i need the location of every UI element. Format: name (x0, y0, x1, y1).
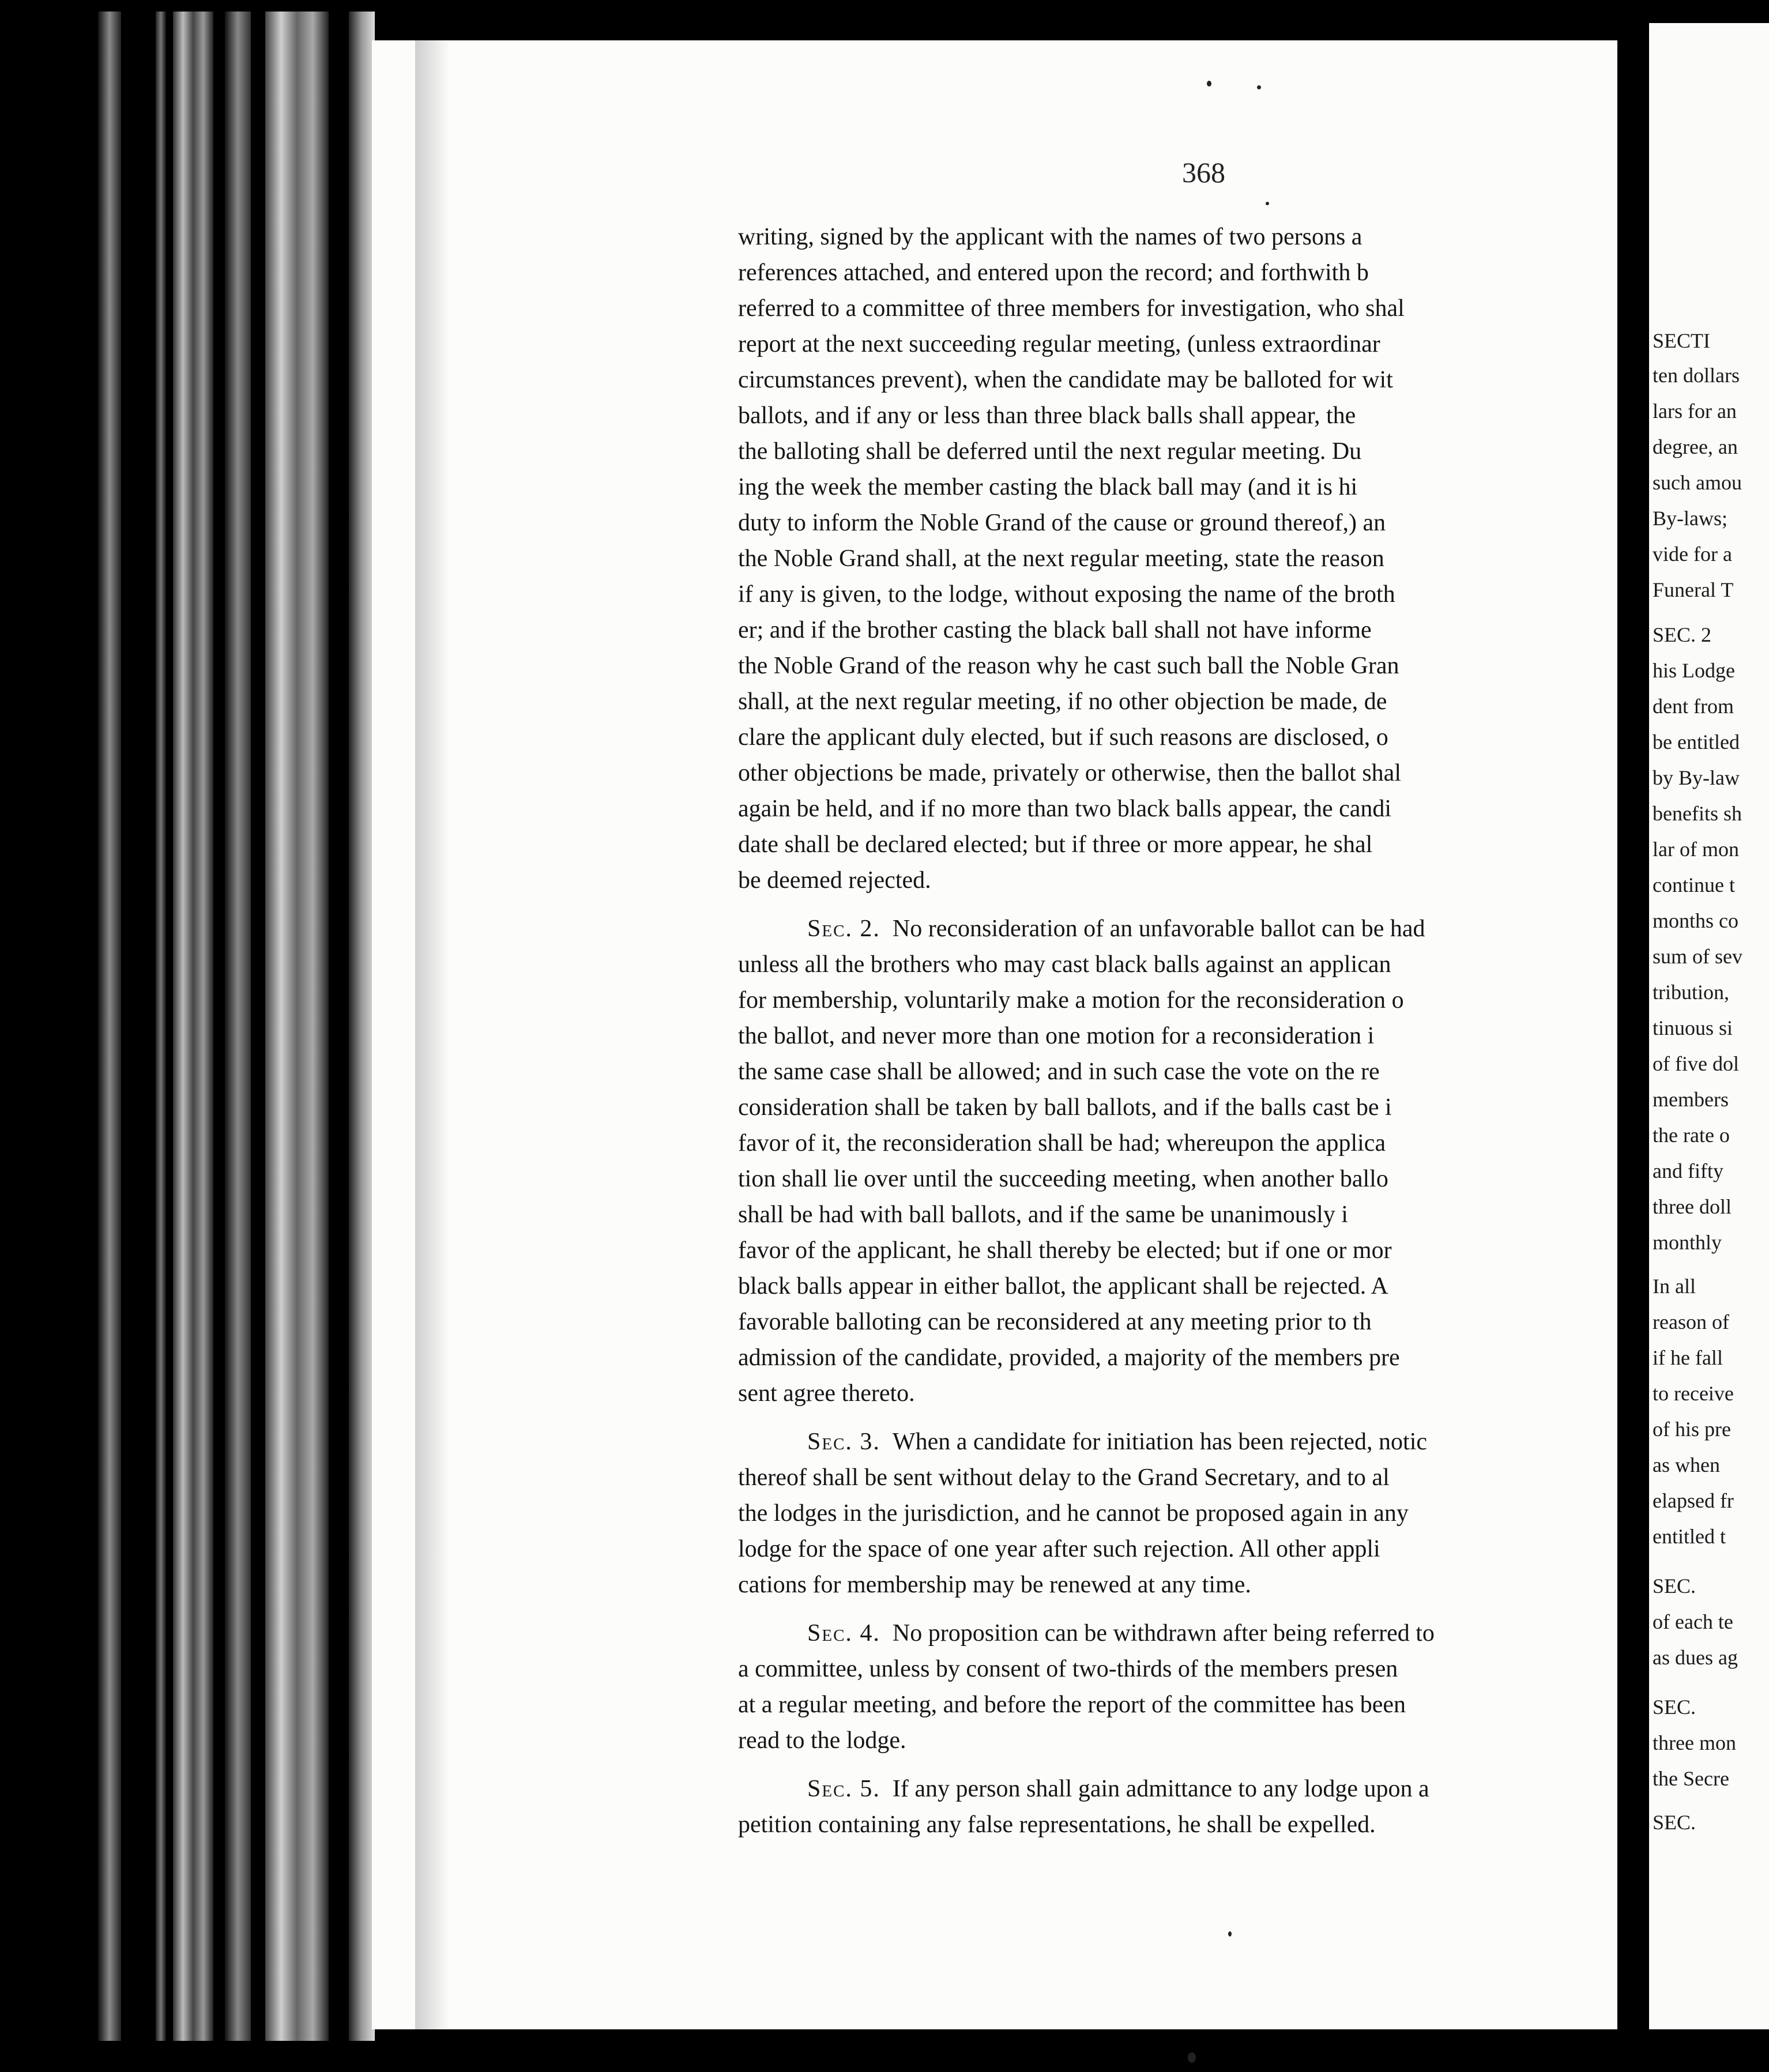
section-heading: Sec. 2. (807, 916, 880, 942)
paper-speck (1207, 81, 1211, 86)
text-line: writing, signed by the applicant with the names of two persons a (738, 224, 1362, 250)
text-line: petition containing any false representations, he shall be expelled. (738, 1811, 1376, 1838)
paper-speck (1257, 85, 1261, 89)
text-line: shall, at the next regular meeting, if no other objection be made, de (738, 688, 1387, 715)
text-line: black balls appear in either ballot, the applicant shall be rejected. A (738, 1273, 1388, 1299)
text-line: thereof shall be sent without delay to the Grand Secretary, and to al (738, 1464, 1390, 1491)
right-page-fragment: ten dollars (1653, 364, 1740, 387)
paragraph-sec-5 (738, 1771, 1631, 1843)
text-line: the ballot, and never more than one motion for a reconsideration i (738, 1023, 1375, 1049)
text-line: at a regular meeting, and before the report of the committee has been (738, 1691, 1406, 1718)
paragraph (738, 219, 1631, 898)
paper-speck (1228, 1931, 1232, 1937)
text-line: circumstances prevent), when the candidate may be balloted for wit (738, 367, 1393, 393)
right-page-fragment: be entitled (1653, 730, 1740, 754)
right-page-fragment: monthly (1653, 1231, 1722, 1254)
text-line: the same case shall be allowed; and in such case the vote on the re (738, 1058, 1380, 1085)
text-line: cations for membership may be renewed at any time. (738, 1572, 1251, 1598)
text-line: if any is given, to the lodge, without exposing the name of the broth (738, 581, 1395, 608)
right-page-fragment: tribution, (1653, 981, 1729, 1004)
right-page-fragment: benefits sh (1653, 802, 1742, 825)
text-line: duty to inform the Noble Grand of the cause or ground thereof,) an (738, 510, 1386, 536)
page-edge-strip (349, 12, 375, 2041)
text-line: admission of the candidate, provided, a majority of the members pre (738, 1344, 1400, 1371)
right-page-fragment: three doll (1653, 1195, 1732, 1218)
right-page-fragment: and fifty (1653, 1159, 1723, 1182)
right-page-fragment: three mon (1653, 1731, 1736, 1754)
text-line: clare the applicant duly elected, but if such reasons are disclosed, o (738, 724, 1388, 751)
text-line: the Noble Grand shall, at the next regular meeting, state the reason (738, 545, 1384, 572)
line-text: When a candidate for initiation has been rejected, notic (892, 1429, 1428, 1455)
text-line: the balloting shall be deferred until the next regular meeting. Du (738, 438, 1362, 465)
right-page-fragment: In all (1653, 1275, 1696, 1298)
paper-speck (1266, 202, 1269, 205)
right-page-fragment: entitled t (1653, 1525, 1726, 1548)
right-page-fragment: reason of (1653, 1310, 1729, 1333)
page-edge-strip (98, 12, 121, 2041)
text-line: for membership, voluntarily make a motion for the reconsideration o (738, 987, 1404, 1014)
right-page-fragment: vide for a (1653, 543, 1732, 566)
right-page-fragment: his Lodge (1653, 659, 1735, 682)
line-text: No reconsideration of an unfavorable ballot can be had (892, 916, 1425, 942)
text-line: lodge for the space of one year after such rejection. All other appli (738, 1536, 1380, 1562)
right-page-fragment: degree, an (1653, 435, 1738, 458)
text-line: ballots, and if any or less than three black balls shall appear, the (738, 402, 1356, 429)
text-line: favor of the applicant, he shall thereby be elected; but if one or mor (738, 1237, 1392, 1264)
text-line: tion shall lie over until the succeeding meeting, when another ballo (738, 1166, 1388, 1192)
text-line (738, 911, 1631, 947)
right-page-fragment: such amou (1653, 471, 1742, 494)
text-line: favor of it, the reconsideration shall be had; whereupon the applica (738, 1130, 1386, 1156)
text-line: shall be had with ball ballots, and if the same be unanimously i (738, 1201, 1348, 1228)
right-page-fragment: sum of sev (1653, 945, 1742, 968)
right-page-fragment: By-laws; (1653, 507, 1727, 530)
text-line: er; and if the brother casting the black ball shall not have informe (738, 617, 1372, 643)
text-line: the lodges in the jurisdiction, and he cannot be proposed again in any (738, 1500, 1409, 1527)
right-page-fragment: by By-law (1653, 766, 1740, 789)
right-page-fragment: dent from (1653, 695, 1734, 718)
right-page-fragment: tinuous si (1653, 1016, 1733, 1039)
text-line: favorable balloting can be reconsidered at any meeting prior to th (738, 1309, 1372, 1335)
right-page-fragment: if he fall (1653, 1346, 1723, 1369)
text-line: a committee, unless by consent of two-thirds of the members presen (738, 1656, 1398, 1682)
text-line: report at the next succeeding regular meeting, (unless extraordinar (738, 331, 1380, 357)
line-text: No proposition can be withdrawn after being referred to (892, 1620, 1435, 1647)
text-line: date shall be declared elected; but if three or more appear, he shal (738, 831, 1373, 858)
right-page-fragment: elapsed fr (1653, 1489, 1734, 1512)
book-gutter (1617, 23, 1649, 2041)
line-text: If any person shall gain admittance to any lodge upon a (892, 1776, 1429, 1802)
text-line: ing the week the member casting the black ball may (and it is hi (738, 474, 1358, 500)
section-heading: Sec. 3. (807, 1429, 880, 1455)
text-line: read to the lodge. (738, 1727, 906, 1754)
page-number: 368 (1182, 156, 1225, 189)
paper-speck (1188, 2052, 1196, 2063)
text-line: sent agree thereto. (738, 1380, 915, 1407)
right-page-fragment: SEC. (1653, 1811, 1696, 1834)
right-page-fragment: members (1653, 1088, 1729, 1111)
right-page-fragment: months co (1653, 909, 1738, 932)
right-page-fragment: of each te (1653, 1610, 1733, 1633)
right-page-fragment: Funeral T (1653, 578, 1734, 601)
section-heading: Sec. 5. (807, 1776, 880, 1802)
paragraph-sec-4 (738, 1615, 1631, 1758)
right-page-fragment: SEC. (1653, 1574, 1696, 1598)
text-line (738, 1424, 1631, 1460)
right-page-fragment: the rate o (1653, 1124, 1730, 1147)
paragraph-sec-2 (738, 911, 1631, 1411)
text-line: unless all the brothers who may cast black balls against an applican (738, 951, 1391, 978)
main-text (738, 219, 1631, 1855)
page-edge-strip (265, 12, 329, 2041)
text-line (738, 1615, 1631, 1651)
right-page-fragment: lars for an (1653, 400, 1737, 423)
right-page-fragment: SEC. (1653, 1696, 1696, 1719)
right-page-fragment: to receive (1653, 1382, 1734, 1405)
right-page-fragment: lar of mon (1653, 838, 1739, 861)
right-page-fragment: SEC. 2 (1653, 623, 1712, 646)
page-edge-strip (173, 12, 213, 2041)
text-line: references attached, and entered upon the record; and forthwith b (738, 259, 1369, 286)
right-page-fragment: continue t (1653, 873, 1735, 896)
right-book-page-partial (1649, 23, 1769, 2029)
book-page-edges (0, 0, 381, 2072)
text-line (738, 1771, 1631, 1807)
paragraph-sec-3 (738, 1424, 1631, 1603)
text-line: again be held, and if no more than two black balls appear, the candi (738, 796, 1392, 822)
text-line: referred to a committee of three members for investigation, who shal (738, 295, 1405, 322)
text-line: the Noble Grand of the reason why he cast such ball the Noble Gran (738, 653, 1399, 679)
right-page-fragment: the Secre (1653, 1767, 1729, 1790)
text-line: other objections be made, privately or otherwise, then the ballot shal (738, 760, 1401, 786)
text-line: be deemed rejected. (738, 867, 931, 894)
right-page-fragment: of five dol (1653, 1052, 1739, 1075)
right-page-fragment: as dues ag (1653, 1646, 1738, 1669)
page-edge-strip (225, 12, 251, 2041)
page-edge-strip (156, 12, 166, 2041)
right-page-fragment: as when (1653, 1453, 1720, 1476)
text-line: consideration shall be taken by ball ballots, and if the balls cast be i (738, 1094, 1392, 1121)
right-page-fragment: of his pre (1653, 1418, 1731, 1441)
section-heading: Sec. 4. (807, 1620, 880, 1647)
right-page-fragment: SECTI (1653, 329, 1711, 352)
page-fold-shadow (415, 40, 450, 2029)
